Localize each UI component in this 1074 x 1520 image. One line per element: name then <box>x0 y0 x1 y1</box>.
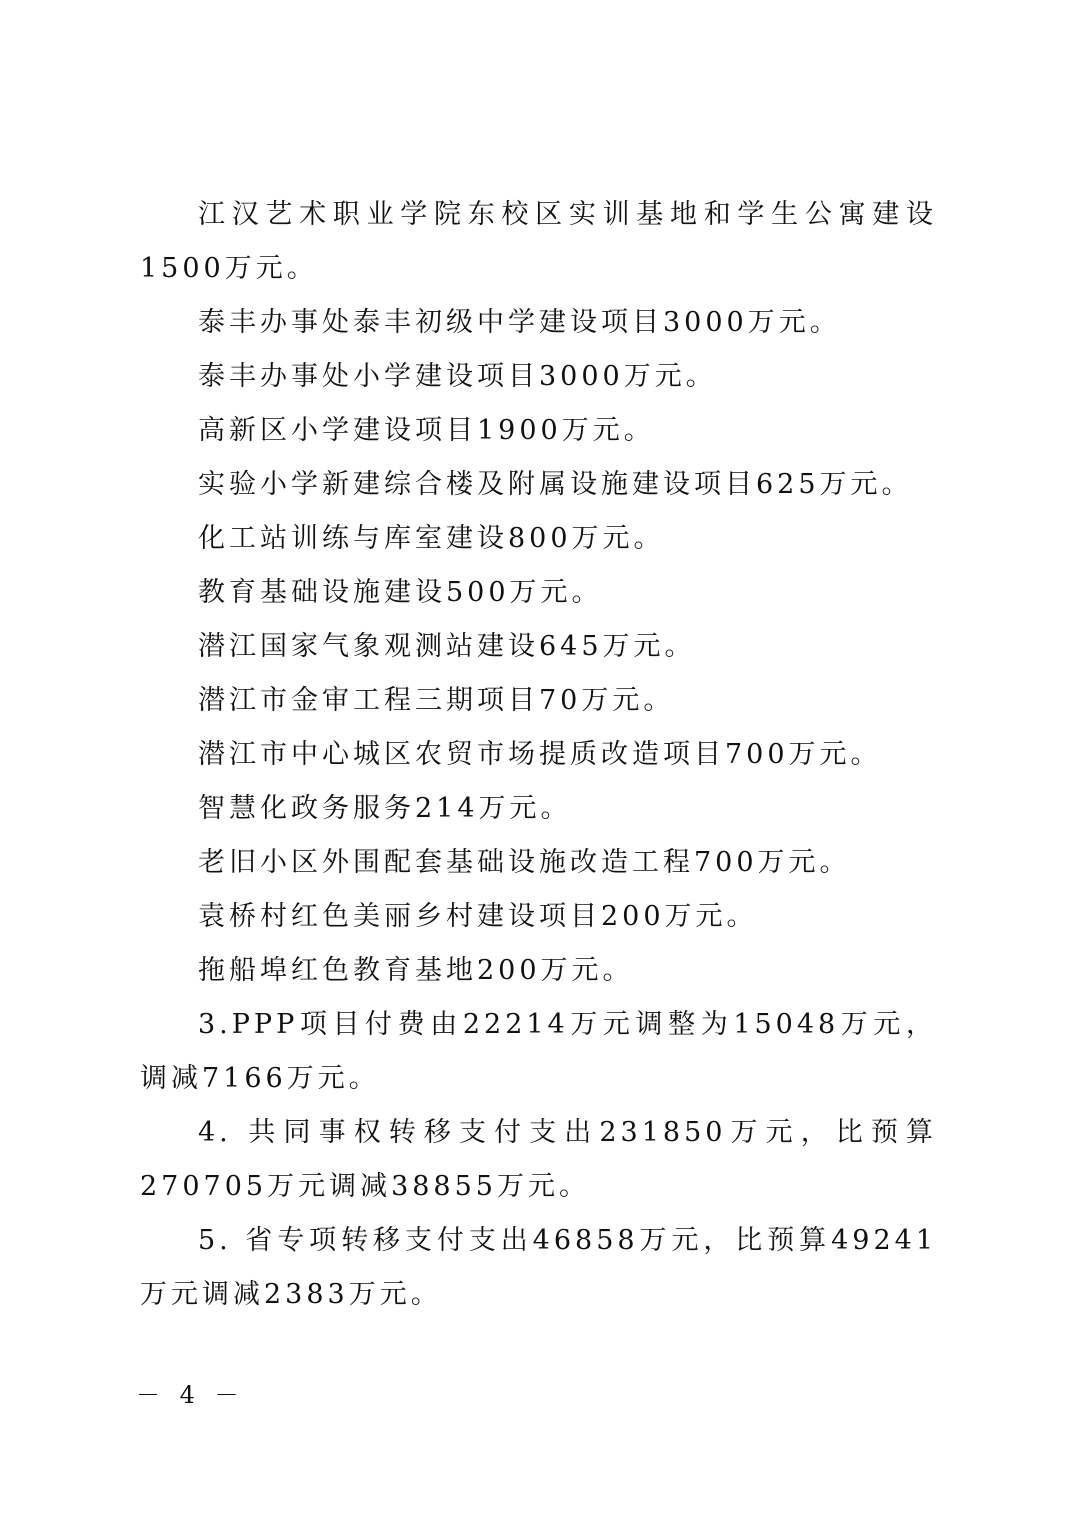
paragraph-9: 潜江市金审工程三期项目70万元。 <box>198 685 675 716</box>
paragraph-17: 5. 省专项转移支付支出46858万元，比预算49241万元调减2383万元。 <box>140 1225 937 1310</box>
paragraph-2: 泰丰办事处泰丰初级中学建设项目3000万元。 <box>198 307 841 338</box>
paragraph-4: 高新区小学建设项目1900万元。 <box>198 415 655 446</box>
document-body <box>140 188 937 1322</box>
paragraph-5: 实验小学新建综合楼及附属设施建设项目625万元。 <box>198 469 913 500</box>
paragraph-7: 教育基础设施建设500万元。 <box>198 577 603 608</box>
paragraph-3: 泰丰办事处小学建设项目3000万元。 <box>198 361 717 392</box>
paragraph-1: 江汉艺术职业学院东校区实训基地和学生公寓建设1500万元。 <box>140 199 937 284</box>
paragraph-14: 拖船埠红色教育基地200万元。 <box>198 955 634 986</box>
paragraph-6: 化工站训练与库室建设800万元。 <box>198 523 665 554</box>
paragraph-15: 3.PPP项目付费由22214万元调整为15048万元，调减7166万元。 <box>140 1009 937 1094</box>
paragraph-13: 袁桥村红色美丽乡村建设项目200万元。 <box>198 901 758 932</box>
paragraph-16: 4. 共同事权转移支付支出231850万元，比预算270705万元调减38855万元。 <box>140 1117 937 1202</box>
paragraph-10: 潜江市中心城区农贸市场提质改造项目700万元。 <box>198 739 882 770</box>
page-number: － 4 － <box>136 1381 245 1409</box>
paragraph-8: 潜江国家气象观测站建设645万元。 <box>198 631 696 662</box>
paragraph-12: 老旧小区外围配套基础设施改造工程700万元。 <box>198 847 851 878</box>
paragraph-11: 智慧化政务服务214万元。 <box>198 793 572 824</box>
